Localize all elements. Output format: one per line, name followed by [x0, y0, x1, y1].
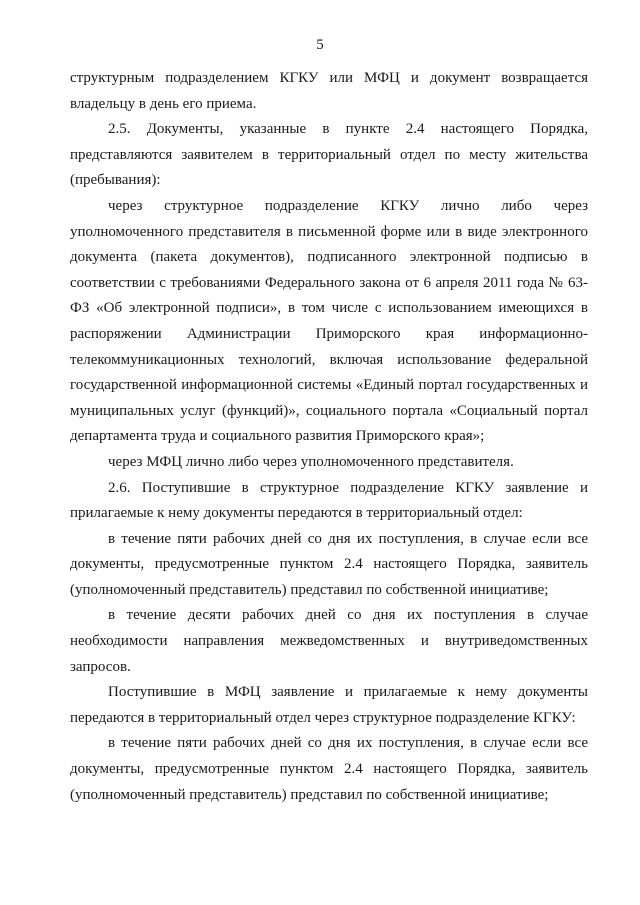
- page-number: 5: [316, 37, 324, 53]
- paragraph-6: в течение пяти рабочих дней со дня их поступления, в случае если все документы, предусмотренные пунктом 2.4 настоящего Порядка, заявитель (уполномоченный представитель) представил по собственной инициативе;: [70, 530, 588, 598]
- document-body: [70, 66, 588, 808]
- paragraph-3: через структурное подразделение КГКУ лично либо через уполномоченного представителя в письменной форме или в виде электронного документа (пакета документов), подписанного электронной подписью в соответствии с требованиями Федерального закона от 6 апреля 2011 года № 63-ФЗ «Об электронной подписи», в том числе с использованием имеющихся в распоряжении Администрации Приморского края информационно-телекоммуникационных технологий, включая использование федеральной государственной информационной системы «Единый портал государственных и муниципальных услуг (функций)», социального портала «Социальный портал департамента труда и социального развития Приморского края»;: [70, 197, 588, 445]
- paragraph-8: Поступившие в МФЦ заявление и прилагаемые к нему документы передаются в территориальный отдел через структурное подразделение КГКУ:: [70, 684, 588, 726]
- paragraph-5: 2.6. Поступившие в структурное подразделение КГКУ заявление и прилагаемые к нему документы передаются в территориальный отдел:: [70, 479, 588, 522]
- paragraph-9: в течение пяти рабочих дней со дня их поступления, в случае если все документы, предусмотренные пунктом 2.4 настоящего Порядка, заявитель (уполномоченный представитель) представил по собственной инициативе;: [70, 735, 588, 803]
- paragraph-2: 2.5. Документы, указанные в пункте 2.4 настоящего Порядка, представляются заявителем в территориальный отдел по месту жительства (пребывания):: [70, 121, 588, 189]
- paragraph-7: в течение десяти рабочих дней со дня их поступления в случае необходимости направления межведомственных и внутриведомственных запросов.: [70, 607, 588, 675]
- paragraph-4: через МФЦ лично либо через уполномоченного представителя.: [108, 453, 514, 470]
- paragraph-1: структурным подразделением КГКУ или МФЦ и документ возвращается владельцу в день его приема.: [70, 70, 588, 112]
